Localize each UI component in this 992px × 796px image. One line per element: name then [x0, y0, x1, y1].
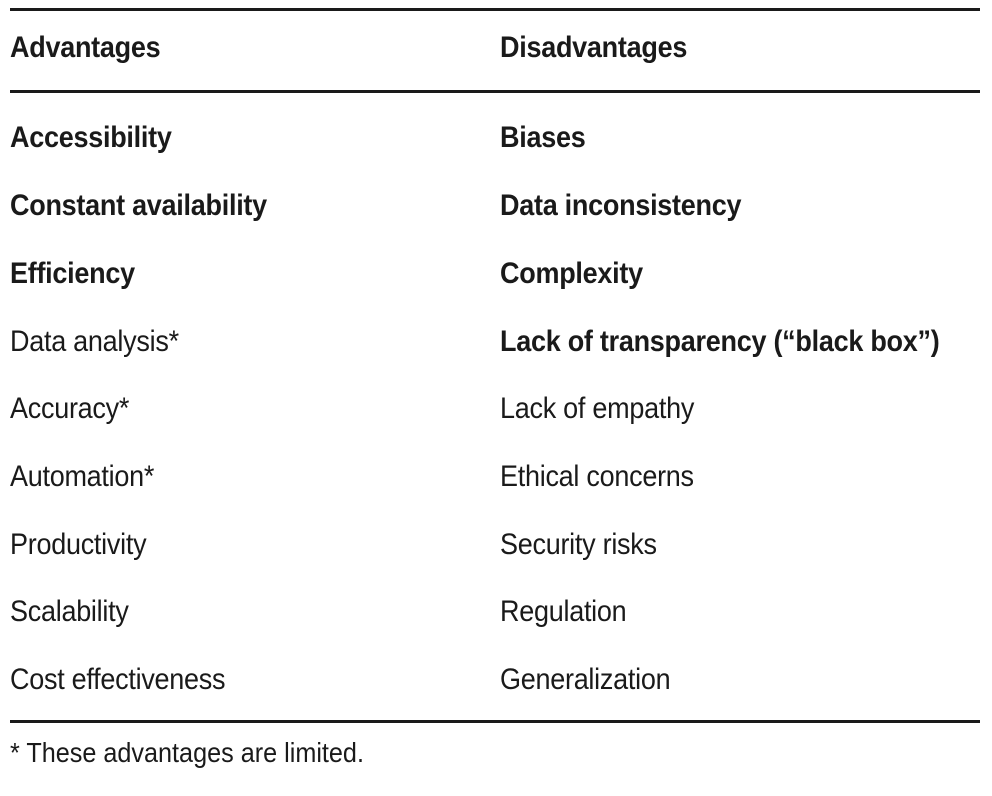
advantage-cell: Automation*: [10, 460, 155, 493]
advantage-cell: Efficiency: [10, 257, 135, 290]
table-bottom-rule: [10, 720, 980, 723]
advantage-cell: Constant availability: [10, 189, 267, 222]
disadvantage-cell: Biases: [500, 121, 586, 154]
header-advantages: Advantages: [10, 31, 161, 64]
footnote: * These advantages are limited.: [10, 737, 364, 768]
table-top-rule: [10, 8, 980, 11]
advantage-cell: Data analysis*: [10, 325, 179, 358]
advantage-cell: Cost effectiveness: [10, 663, 226, 696]
disadvantage-cell: Regulation: [500, 595, 627, 628]
advantage-cell: Scalability: [10, 595, 129, 628]
disadvantage-cell: Ethical concerns: [500, 460, 694, 493]
header-disadvantages: Disadvantages: [500, 31, 688, 64]
disadvantage-cell: Security risks: [500, 528, 657, 561]
disadvantage-cell: Generalization: [500, 663, 671, 696]
header-rule: [10, 90, 980, 93]
advantage-cell: Accuracy*: [10, 392, 130, 425]
advantage-cell: Accessibility: [10, 121, 172, 154]
disadvantage-cell: Lack of transparency (“black box”): [500, 325, 940, 358]
disadvantage-cell: Data inconsistency: [500, 189, 742, 222]
disadvantage-cell: Lack of empathy: [500, 392, 695, 425]
disadvantage-cell: Complexity: [500, 257, 643, 290]
advantage-cell: Productivity: [10, 528, 147, 561]
